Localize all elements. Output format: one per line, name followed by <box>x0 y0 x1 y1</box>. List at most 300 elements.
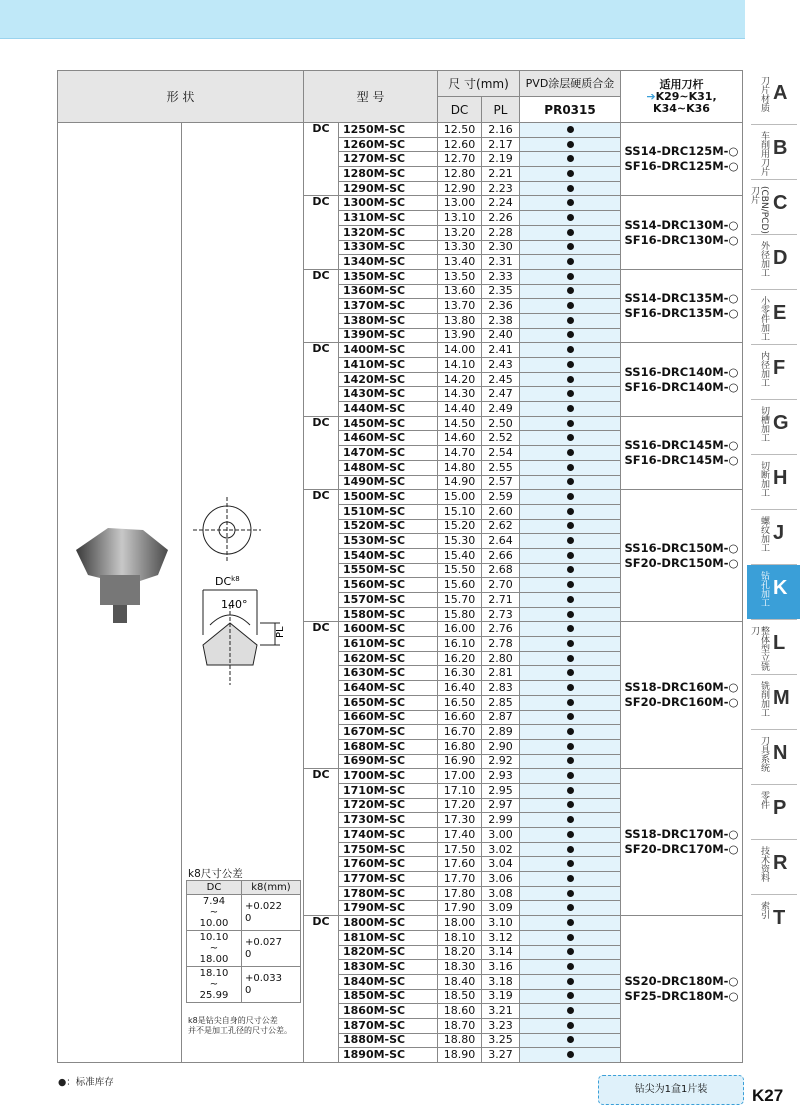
dc-value: 18.20 <box>438 945 482 960</box>
holder-cell <box>621 123 743 196</box>
pl-value: 2.97 <box>482 798 520 813</box>
stock-dot-icon <box>567 1022 574 1029</box>
stock-cell <box>520 123 621 138</box>
stock-cell <box>520 695 621 710</box>
stock-dot-icon <box>567 331 574 338</box>
stock-dot-icon <box>567 919 574 926</box>
stock-cell <box>520 446 621 461</box>
header-pl: PL <box>482 97 520 123</box>
tab-d[interactable] <box>747 235 800 289</box>
stock-dot-icon <box>567 963 574 970</box>
model-cell: 1480M-SC <box>339 460 438 475</box>
pl-value: 2.45 <box>482 372 520 387</box>
model-cell: 1890M-SC <box>339 1048 438 1063</box>
dc-value: 15.10 <box>438 504 482 519</box>
tol-lower: 0 <box>245 912 252 924</box>
stock-cell <box>520 167 621 182</box>
dc-value: 14.10 <box>438 358 482 373</box>
dc-marker <box>304 181 339 196</box>
tol-value <box>242 967 301 1003</box>
tab-t[interactable] <box>747 895 800 949</box>
stock-dot-icon <box>567 302 574 309</box>
dc-value: 18.00 <box>438 916 482 931</box>
tol-lower: 0 <box>245 948 252 960</box>
dc-marker <box>304 137 339 152</box>
stock-dot-icon <box>567 787 574 794</box>
dc-marker <box>304 725 339 740</box>
pl-value: 2.49 <box>482 402 520 417</box>
tab-c[interactable] <box>747 180 800 234</box>
stock-cell <box>520 945 621 960</box>
packaging-note: 钻尖为1盒1片装 <box>598 1075 744 1105</box>
pl-value: 2.68 <box>482 563 520 578</box>
dc-marker: DC <box>304 269 339 284</box>
insert-photo <box>68 520 178 630</box>
model-cell: 1610M-SC <box>339 637 438 652</box>
dc-marker <box>304 828 339 843</box>
holder-model: SS16-DRC145M-○ <box>624 437 739 452</box>
model-cell: 1430M-SC <box>339 387 438 402</box>
tab-m[interactable] <box>747 675 800 729</box>
stock-dot-icon <box>567 434 574 441</box>
model-cell: 1700M-SC <box>339 769 438 784</box>
tab-letter: R <box>773 852 788 874</box>
pl-value: 2.59 <box>482 490 520 505</box>
stock-dot-icon <box>567 743 574 750</box>
holder-model: SS14-DRC130M-○ <box>624 217 739 232</box>
tab-divider <box>751 839 797 840</box>
pl-value: 2.35 <box>482 284 520 299</box>
stock-cell <box>520 651 621 666</box>
pl-value: 2.64 <box>482 534 520 549</box>
tol-col-dc: DC <box>187 881 242 895</box>
model-cell: 1600M-SC <box>339 622 438 637</box>
holder-range <box>621 91 742 103</box>
holder-range-text: K29~K31, <box>655 89 717 103</box>
stock-cell <box>520 578 621 593</box>
holder-range-2: K34~K36 <box>653 101 710 115</box>
dc-marker <box>304 402 339 417</box>
holder-cell <box>621 343 743 416</box>
model-cell: 1500M-SC <box>339 490 438 505</box>
tol-upper: +0.027 <box>245 936 283 948</box>
tol-lower: 0 <box>245 984 252 996</box>
header-pvd: PVD涂层硬质合金 <box>520 71 621 97</box>
stock-dot-icon <box>567 904 574 911</box>
tab-n[interactable] <box>747 730 800 784</box>
pl-value: 2.30 <box>482 240 520 255</box>
dc-value: 16.20 <box>438 651 482 666</box>
model-cell: 1720M-SC <box>339 798 438 813</box>
tab-label: 内径加工 <box>759 351 769 387</box>
dc-value: 16.60 <box>438 710 482 725</box>
stock-cell <box>520 519 621 534</box>
model-cell: 1790M-SC <box>339 901 438 916</box>
stock-dot-icon <box>567 243 574 250</box>
pl-value: 2.17 <box>482 137 520 152</box>
tab-label: 索引 <box>759 901 769 919</box>
dc-marker <box>304 563 339 578</box>
stock-cell <box>520 622 621 637</box>
model-cell: 1310M-SC <box>339 211 438 226</box>
dc-value: 17.80 <box>438 886 482 901</box>
holder-model: SF20-DRC160M-○ <box>624 695 739 710</box>
stock-dot-icon <box>567 493 574 500</box>
tol-upper: +0.022 <box>245 900 283 912</box>
stock-dot-icon <box>567 1051 574 1058</box>
pl-value: 2.55 <box>482 460 520 475</box>
tab-divider <box>751 179 797 180</box>
holder-cell <box>621 916 743 1063</box>
dc-value: 16.90 <box>438 754 482 769</box>
tab-a[interactable] <box>747 70 800 124</box>
stock-dot-icon <box>567 1007 574 1014</box>
stock-dot-icon <box>567 860 574 867</box>
tab-letter: A <box>773 82 788 104</box>
tol-value <box>242 895 301 931</box>
header-shape: 形 状 <box>58 71 304 123</box>
header-holder <box>621 71 743 123</box>
stock-dot-icon <box>567 831 574 838</box>
model-cell: 1560M-SC <box>339 578 438 593</box>
insert-drawing <box>185 495 295 690</box>
dc-value: 17.30 <box>438 813 482 828</box>
stock-cell <box>520 974 621 989</box>
dc-value: 13.30 <box>438 240 482 255</box>
dc-marker: DC <box>304 196 339 211</box>
model-cell: 1250M-SC <box>339 123 438 138</box>
stock-cell <box>520 548 621 563</box>
stock-cell <box>520 901 621 916</box>
tol-range-from: 7.94 <box>202 896 226 907</box>
pl-value: 2.83 <box>482 681 520 696</box>
tab-divider <box>751 124 797 125</box>
model-cell: 1580M-SC <box>339 607 438 622</box>
pl-value: 3.00 <box>482 828 520 843</box>
stock-cell <box>520 255 621 270</box>
stock-cell <box>520 358 621 373</box>
dc-marker <box>304 578 339 593</box>
model-cell: 1730M-SC <box>339 813 438 828</box>
stock-cell <box>520 930 621 945</box>
pl-value: 2.93 <box>482 769 520 784</box>
pl-value: 2.26 <box>482 211 520 226</box>
model-cell: 1680M-SC <box>339 739 438 754</box>
holder-model: SF16-DRC140M-○ <box>624 379 739 394</box>
dc-marker <box>304 211 339 226</box>
dc-value: 18.90 <box>438 1048 482 1063</box>
tab-label: 小零件加工 <box>759 296 769 341</box>
pl-value: 2.47 <box>482 387 520 402</box>
model-cell: 1490M-SC <box>339 475 438 490</box>
stock-cell <box>520 666 621 681</box>
pl-value: 2.80 <box>482 651 520 666</box>
model-cell: 1800M-SC <box>339 916 438 931</box>
model-cell: 1450M-SC <box>339 416 438 431</box>
stock-dot-icon <box>567 684 574 691</box>
dc-value: 16.70 <box>438 725 482 740</box>
model-cell: 1710M-SC <box>339 783 438 798</box>
dc-value: 13.70 <box>438 299 482 314</box>
tab-divider <box>751 894 797 895</box>
pl-value: 2.90 <box>482 739 520 754</box>
tab-letter: J <box>773 522 785 544</box>
stock-dot-icon <box>567 611 574 618</box>
header-dimensions: 尺 寸(mm) <box>438 71 520 97</box>
stock-cell <box>520 269 621 284</box>
dc-value: 14.40 <box>438 402 482 417</box>
pl-value: 2.33 <box>482 269 520 284</box>
stock-cell <box>520 416 621 431</box>
tab-k[interactable] <box>747 565 800 619</box>
pl-value: 2.78 <box>482 637 520 652</box>
tab-h[interactable] <box>747 455 800 509</box>
dc-value: 16.10 <box>438 637 482 652</box>
pl-value: 2.95 <box>482 783 520 798</box>
tol-range-to: 18.00 <box>199 954 229 965</box>
model-cell: 1770M-SC <box>339 872 438 887</box>
holder-model: SS20-DRC180M-○ <box>624 974 739 989</box>
stock-cell <box>520 637 621 652</box>
holder-cell <box>621 416 743 489</box>
model-cell: 1630M-SC <box>339 666 438 681</box>
model-cell: 1520M-SC <box>339 519 438 534</box>
stock-dot-icon <box>567 317 574 324</box>
model-cell: 1330M-SC <box>339 240 438 255</box>
dc-value: 14.60 <box>438 431 482 446</box>
dc-value: 16.50 <box>438 695 482 710</box>
dc-value: 13.80 <box>438 313 482 328</box>
model-cell: 1760M-SC <box>339 857 438 872</box>
dc-marker <box>304 313 339 328</box>
dc-marker <box>304 710 339 725</box>
pl-value: 2.16 <box>482 123 520 138</box>
tab-label: 铣削加工 <box>759 681 769 717</box>
dc-value: 13.60 <box>438 284 482 299</box>
dc-value: 17.10 <box>438 783 482 798</box>
dc-value: 14.80 <box>438 460 482 475</box>
stock-cell <box>520 460 621 475</box>
tab-letter: M <box>773 687 790 709</box>
dc-marker <box>304 695 339 710</box>
header-model: 型 号 <box>304 71 438 123</box>
holder-model: SF25-DRC180M-○ <box>624 989 739 1004</box>
dc-marker <box>304 460 339 475</box>
stock-cell <box>520 343 621 358</box>
dc-marker <box>304 960 339 975</box>
model-cell: 1570M-SC <box>339 593 438 608</box>
angle-label: 140° <box>221 598 248 611</box>
pl-value: 2.85 <box>482 695 520 710</box>
tolerance-note-2: 并不是加工孔径的尺寸公差。 <box>188 1026 292 1035</box>
dc-marker <box>304 475 339 490</box>
holder-cell <box>621 269 743 342</box>
model-cell: 1280M-SC <box>339 167 438 182</box>
tab-label: 外径加工 <box>759 241 769 277</box>
pl-value: 3.08 <box>482 886 520 901</box>
stock-dot-icon <box>567 449 574 456</box>
tolerance-note <box>188 1016 292 1036</box>
pl-value: 2.36 <box>482 299 520 314</box>
dc-value: 15.20 <box>438 519 482 534</box>
tab-r[interactable] <box>747 840 800 894</box>
stock-cell <box>520 431 621 446</box>
stock-cell <box>520 1048 621 1063</box>
dc-marker: DC <box>304 916 339 931</box>
tab-label: 刀片材质 <box>759 76 769 112</box>
tab-e[interactable] <box>747 290 800 344</box>
stock-dot-icon <box>567 199 574 206</box>
stock-cell <box>520 402 621 417</box>
stock-cell <box>520 475 621 490</box>
pl-value: 2.81 <box>482 666 520 681</box>
stock-dot-icon <box>567 625 574 632</box>
tab-letter: F <box>773 357 786 379</box>
dc-value: 17.60 <box>438 857 482 872</box>
tab-label: 车削用刀片 <box>759 131 769 176</box>
stock-cell <box>520 769 621 784</box>
tab-label: 螺纹加工 <box>759 516 769 552</box>
model-cell: 1690M-SC <box>339 754 438 769</box>
dc-value: 12.90 <box>438 181 482 196</box>
stock-dot-icon <box>567 420 574 427</box>
tab-letter: L <box>773 632 786 654</box>
dc-value: 14.70 <box>438 446 482 461</box>
tab-j[interactable] <box>747 510 800 564</box>
dc-marker <box>304 387 339 402</box>
tol-range <box>187 931 242 967</box>
stock-cell <box>520 681 621 696</box>
tab-letter: T <box>773 907 786 929</box>
model-cell: 1350M-SC <box>339 269 438 284</box>
table-row <box>58 123 743 138</box>
tab-l[interactable] <box>747 620 800 674</box>
tab-g[interactable] <box>747 400 800 454</box>
dc-marker <box>304 974 339 989</box>
stock-cell <box>520 181 621 196</box>
dc-marker <box>304 431 339 446</box>
tab-divider <box>751 289 797 290</box>
holder-model: SF20-DRC150M-○ <box>624 555 739 570</box>
dc-marker <box>304 1033 339 1048</box>
dc-marker <box>304 901 339 916</box>
tolerance-title: k8尺寸公差 <box>188 868 243 880</box>
stock-cell <box>520 387 621 402</box>
model-cell: 1750M-SC <box>339 842 438 857</box>
dc-marker <box>304 446 339 461</box>
tol-range <box>187 895 242 931</box>
stock-cell <box>520 313 621 328</box>
tab-b[interactable] <box>747 125 800 179</box>
model-cell: 1470M-SC <box>339 446 438 461</box>
pl-value: 2.92 <box>482 754 520 769</box>
stock-dot-icon <box>567 890 574 897</box>
pl-value: 3.21 <box>482 1004 520 1019</box>
pl-value: 2.54 <box>482 446 520 461</box>
tab-letter: H <box>773 467 788 489</box>
dc-marker <box>304 1048 339 1063</box>
tol-value <box>242 931 301 967</box>
model-cell: 1870M-SC <box>339 1018 438 1033</box>
pl-value: 2.70 <box>482 578 520 593</box>
holder-model: SF16-DRC130M-○ <box>624 232 739 247</box>
tab-f[interactable] <box>747 345 800 399</box>
model-cell: 1360M-SC <box>339 284 438 299</box>
tol-range-sep: ~ <box>209 907 219 918</box>
stock-dot-icon <box>567 992 574 999</box>
holder-model: SF20-DRC170M-○ <box>624 842 739 857</box>
dc-marker: DC <box>304 490 339 505</box>
tab-letter: G <box>773 412 789 434</box>
dc-marker <box>304 534 339 549</box>
holder-cell <box>621 196 743 269</box>
dc-value: 14.00 <box>438 343 482 358</box>
pl-value: 2.40 <box>482 328 520 343</box>
dc-marker <box>304 358 339 373</box>
model-cell: 1780M-SC <box>339 886 438 901</box>
dc-value: 14.50 <box>438 416 482 431</box>
stock-cell <box>520 813 621 828</box>
dc-value: 13.50 <box>438 269 482 284</box>
stock-cell <box>520 872 621 887</box>
dc-marker <box>304 681 339 696</box>
header-grade: PR0315 <box>520 97 621 123</box>
model-cell: 1440M-SC <box>339 402 438 417</box>
dc-value: 18.10 <box>438 930 482 945</box>
model-cell: 1830M-SC <box>339 960 438 975</box>
dc-marker <box>304 225 339 240</box>
stock-dot-icon <box>567 126 574 133</box>
stock-cell <box>520 739 621 754</box>
dc-value: 12.80 <box>438 167 482 182</box>
pl-value: 3.25 <box>482 1033 520 1048</box>
stock-dot-icon <box>567 801 574 808</box>
top-banner <box>0 0 745 39</box>
dc-marker <box>304 284 339 299</box>
tab-p[interactable] <box>747 785 800 839</box>
stock-dot-icon <box>567 566 574 573</box>
dc-value: 18.60 <box>438 1004 482 1019</box>
stock-dot-icon <box>567 757 574 764</box>
stock-cell <box>520 593 621 608</box>
holder-model: SS18-DRC160M-○ <box>624 680 739 695</box>
stock-dot-icon <box>567 1036 574 1043</box>
tolerance-table <box>186 880 301 1003</box>
dc-marker <box>304 666 339 681</box>
dc-marker <box>304 813 339 828</box>
model-cell: 1640M-SC <box>339 681 438 696</box>
pl-value: 3.19 <box>482 989 520 1004</box>
dc-value: 12.60 <box>438 137 482 152</box>
holder-model: SS14-DRC135M-○ <box>624 291 739 306</box>
stock-cell <box>520 211 621 226</box>
stock-dot-icon <box>567 816 574 823</box>
stock-dot-icon <box>567 287 574 294</box>
stock-dot-icon <box>567 376 574 383</box>
model-cell: 1620M-SC <box>339 651 438 666</box>
stock-dot-icon <box>567 390 574 397</box>
pl-value: 2.21 <box>482 167 520 182</box>
stock-cell <box>520 725 621 740</box>
dc-value: 18.30 <box>438 960 482 975</box>
stock-cell <box>520 607 621 622</box>
dc-marker <box>304 372 339 387</box>
model-cell: 1400M-SC <box>339 343 438 358</box>
dc-marker <box>304 328 339 343</box>
dc-value: 15.60 <box>438 578 482 593</box>
stock-dot-icon <box>567 346 574 353</box>
tab-label: 技术资料 <box>759 846 769 882</box>
